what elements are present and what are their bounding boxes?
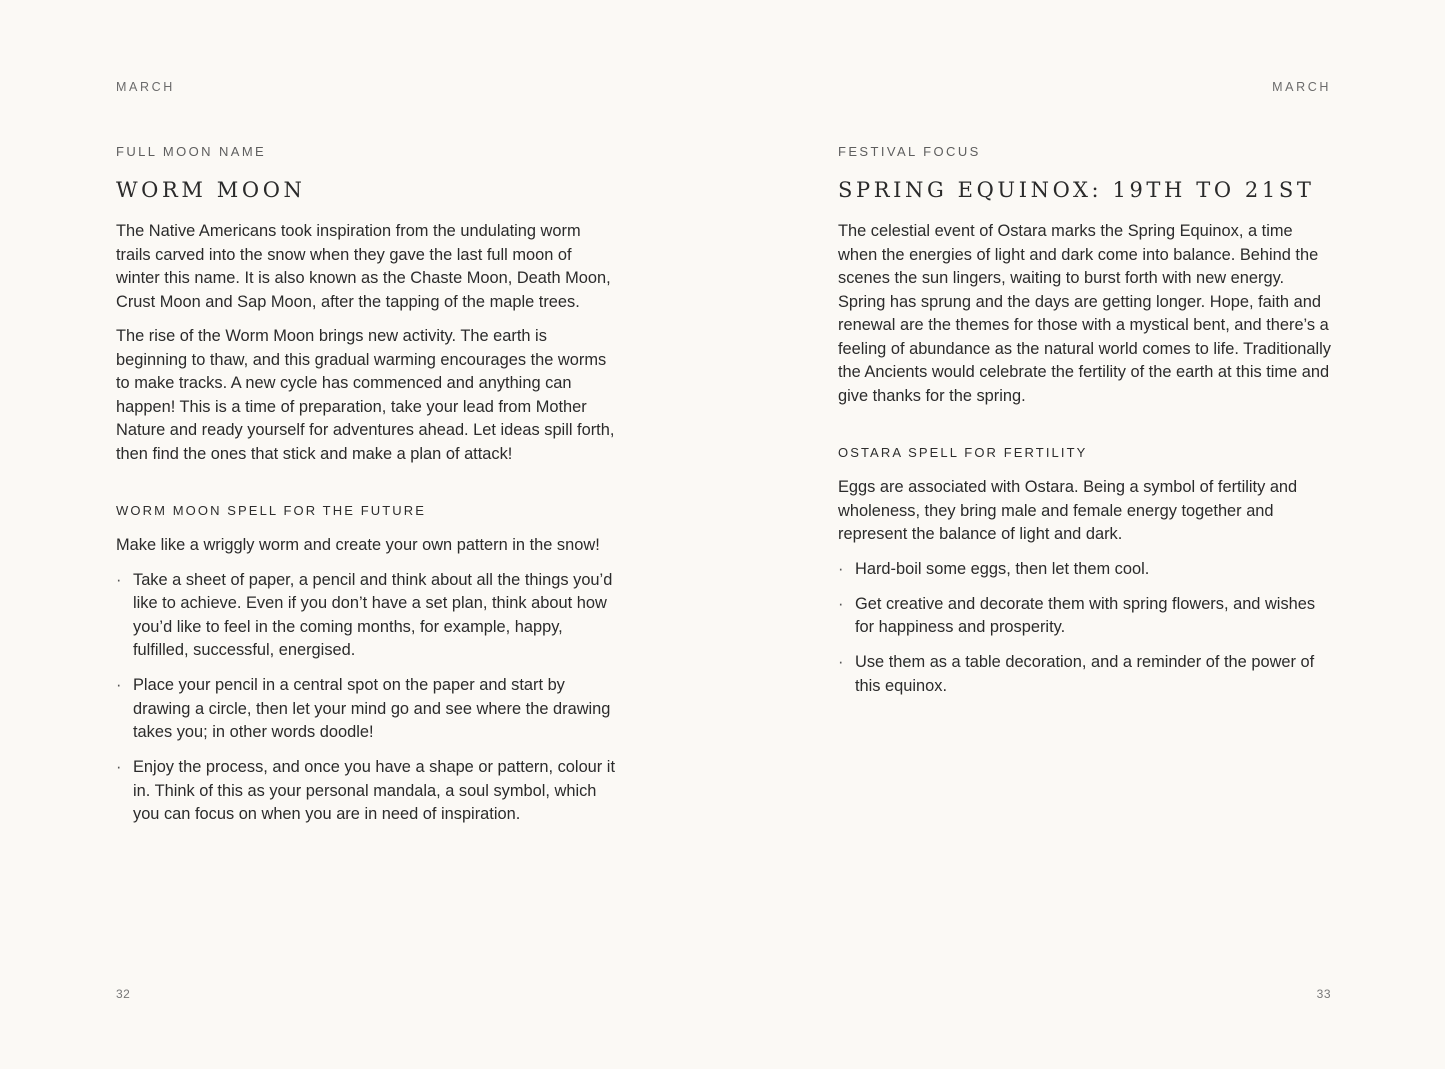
- bullet-dot-icon: ·: [838, 594, 844, 613]
- spell-steps-list: [838, 558, 1334, 699]
- bullet-dot-icon: ·: [838, 653, 844, 671]
- list-item-text: Use them as a table decoration, and a reminder of the power of this equinox.: [855, 653, 1315, 695]
- body-paragraph: The Native Americans took inspiration from the undulating worm trails carved into the snow when they gave the last full moon of winter this name. It is also known as the Chaste Moon, Death Moon, Crust Moon and Sap Moon, after the tapping of the maple trees.: [116, 222, 611, 311]
- list-item: [838, 651, 1334, 698]
- spell-heading: OSTARA SPELL FOR FERTILITY: [838, 445, 1088, 460]
- page-number: 33: [1316, 987, 1331, 1001]
- right-page-content: [838, 144, 1334, 710]
- spell-heading: WORM MOON SPELL FOR THE FUTURE: [116, 503, 427, 518]
- list-item: [116, 674, 616, 745]
- list-item-text: Place your pencil in a central spot on the paper and start by drawing a circle, then let your mind go and see where the drawing takes you; in other words doodle!: [133, 676, 611, 741]
- spell-intro: Make like a wriggly worm and create your own pattern in the snow!: [116, 536, 600, 554]
- list-item: [838, 558, 1334, 582]
- page-number: 32: [116, 987, 131, 1001]
- spell-steps-list: [116, 569, 616, 827]
- bullet-dot-icon: ·: [116, 570, 122, 589]
- list-item-text: Hard-boil some eggs, then let them cool.: [855, 559, 1150, 578]
- left-page-content: [116, 144, 616, 838]
- bullet-dot-icon: ·: [838, 559, 844, 578]
- body-paragraph: The rise of the Worm Moon brings new activity. The earth is beginning to thaw, and this gradual warming encourages the worms to make tracks. A new cycle has commenced and anything can happen! This is a time of preparation, take your lead from Mother Nature and ready yourself for adventures ahead. Let ideas spill forth, then find the ones that stick and make a plan of attack!: [116, 327, 615, 463]
- page-title: SPRING EQUINOX: 19TH TO 21ST: [838, 178, 1315, 202]
- body-paragraph: The celestial event of Ostara marks the Spring Equinox, a time when the energies of light and dark come into balance. Behind the scenes the sun lingers, waiting to burst forth with new energy. Spring has sprung and the days are getting longer. Hope, faith and renewal are the themes for those with a mystical bent, and there’s a feeling of abundance as the natural world comes to life. Traditionally the Ancients would celebrate the fertility of the earth at this time and give thanks for the spring.: [838, 222, 1331, 405]
- list-item-text: Get creative and decorate them with spring flowers, and wishes for happiness and prosperity.: [855, 594, 1316, 636]
- running-head: MARCH: [1272, 80, 1331, 94]
- section-eyebrow: FULL MOON NAME: [116, 144, 267, 159]
- list-item-text: Enjoy the process, and once you have a shape or pattern, colour it in. Think of this as your personal mandala, a soul symbol, which you can focus on when you are in need of inspiration.: [133, 758, 616, 823]
- running-head: MARCH: [116, 80, 175, 94]
- bullet-dot-icon: ·: [116, 758, 122, 776]
- spell-intro: Eggs are associated with Ostara. Being a symbol of fertility and wholeness, they bring male and female energy together and represent the balance of light and dark.: [838, 478, 1298, 543]
- section-eyebrow: FESTIVAL FOCUS: [838, 144, 981, 159]
- bullet-dot-icon: ·: [116, 676, 122, 694]
- right-page: [722, 0, 1445, 1069]
- page-title: WORM MOON: [116, 178, 306, 202]
- list-item: [838, 593, 1334, 640]
- left-page: [0, 0, 722, 1069]
- list-item: [116, 756, 616, 827]
- list-item: [116, 569, 616, 663]
- list-item-text: Take a sheet of paper, a pencil and think about all the things you’d like to achieve. Even if you don’t have a set plan, think about how you’d like to feel in the coming months, for example, happy, fulfilled, successful, energised.: [133, 570, 613, 659]
